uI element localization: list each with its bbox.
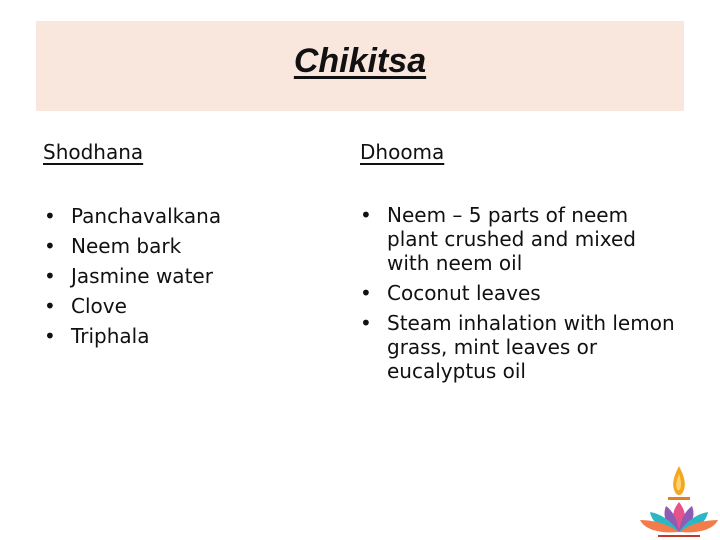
shodhana-list (44, 201, 221, 351)
list-item: • Neem – 5 parts of neem plant crushed and mixed with neem oil (360, 203, 680, 275)
dhooma-heading: Dhooma (360, 140, 445, 164)
list-item: • Neem bark (44, 231, 221, 261)
list-item: • Steam inhalation with lemon grass, mint leaves or eucalyptus oil (360, 311, 680, 383)
list-item: • Clove (44, 291, 221, 321)
list-item: • Coconut leaves (360, 281, 680, 305)
list-item: • Jasmine water (44, 261, 221, 291)
list-item: • Panchavalkana (44, 201, 221, 231)
dhooma-list (360, 203, 680, 389)
lamp-lotus-logo-icon (638, 462, 720, 540)
list-item: • Triphala (44, 321, 221, 351)
shodhana-heading: Shodhana (43, 140, 144, 164)
slide-title: Chikitsa (293, 42, 427, 80)
